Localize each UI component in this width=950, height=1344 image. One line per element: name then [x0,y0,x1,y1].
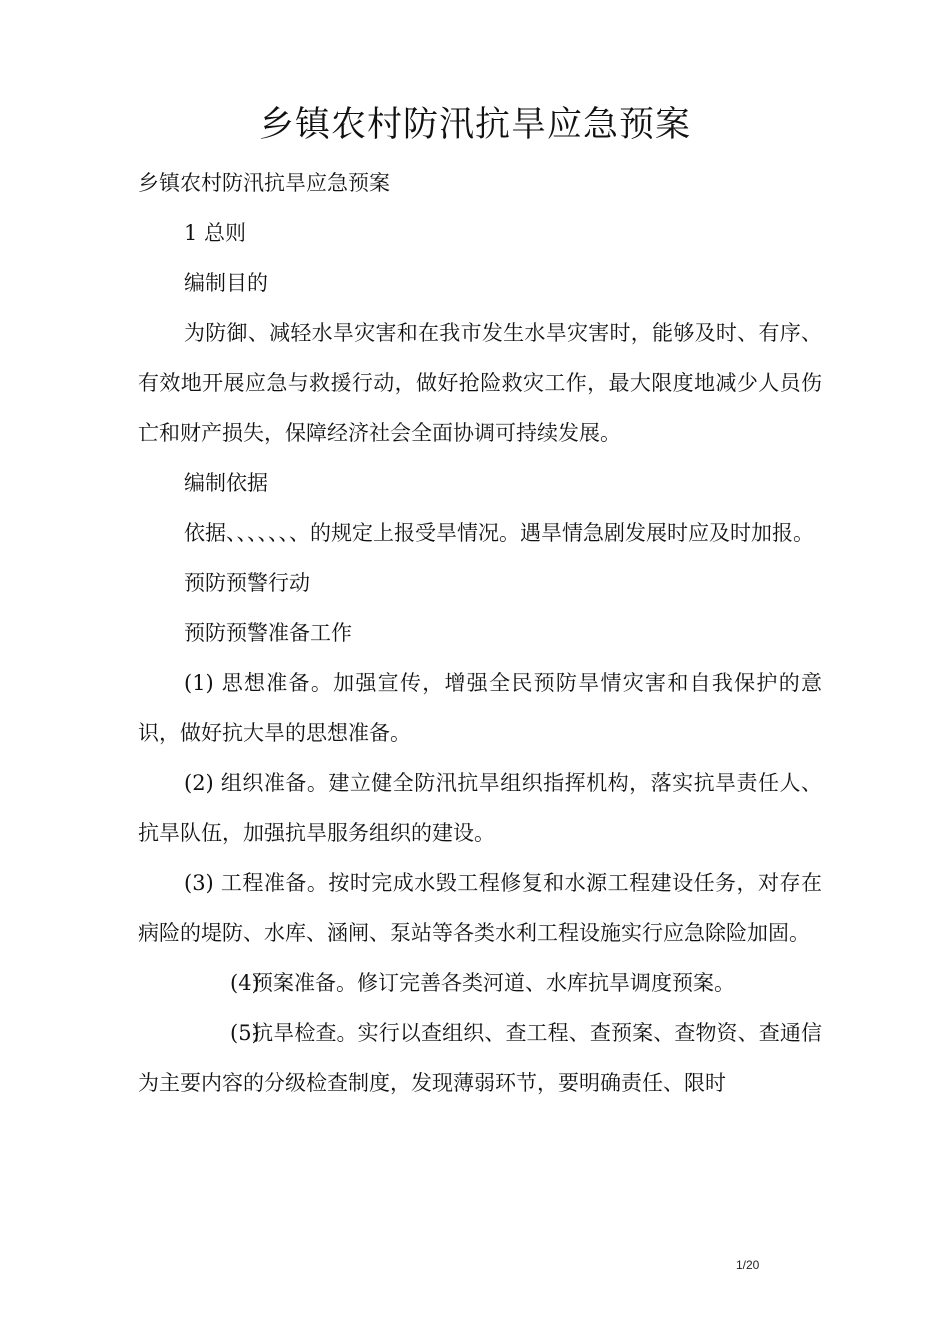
heading-basis: 编制依据 [184,471,268,495]
subtitle-paragraph: 乡镇农村防汛抗旱应急预案 [138,171,390,195]
heading-purpose: 编制目的 [184,271,268,295]
list-item-ideological-preparation: (1) 思想准备。加强宣传，增强全民预防旱情灾害和自我保护的意识，做好抗大旱的思想准备。 [138,671,822,745]
heading-prevention-preparation: 预防预警准备工作 [184,621,352,645]
list-item-plan-preparation [138,958,822,1008]
document-title: 乡镇农村防汛抗旱应急预案 [258,105,691,145]
list-item-number: (4) [230,971,260,995]
section-heading-general: 1 总则 [184,221,247,245]
list-item-number: (5) [230,1021,260,1045]
paragraph-basis: 依据、、、、、、、的规定上报受旱情况。遇旱情急剧发展时应及时加报。 [184,521,814,545]
list-item-engineering-preparation: (3) 工程准备。按时完成水毁工程修复和水源工程建设任务，对存在病险的堤防、水库、涵闸、泵站等各类水利工程设施实行应急除险加固。 [138,871,822,945]
paragraph-purpose: 为防御、减轻水旱灾害和在我市发生水旱灾害时，能够及时、有序、有效地开展应急与救援行动，做好抢险救灾工作，最大限度地减少人员伤亡和财产损失，保障经济社会全面协调可持续发展。 [138,321,822,445]
heading-prevention-warning: 预防预警行动 [184,571,310,595]
page-number: 1/20 [736,1258,760,1272]
list-item-drought-inspection [138,1008,822,1108]
list-item-text: 抗旱检查。实行以查组织、查工程、查预案、查物资、查通信为主要内容的分级检查制度，发现薄弱环节，要明确责任、限时 [138,1021,822,1095]
list-item-organizational-preparation: (2) 组织准备。建立健全防汛抗旱组织指挥机构，落实抗旱责任人、抗旱队伍，加强抗旱服务组织的建设。 [138,771,822,845]
list-item-text: 预案准备。修订完善各类河道、水库抗旱调度预案。 [252,971,735,995]
document-body [138,158,822,1108]
